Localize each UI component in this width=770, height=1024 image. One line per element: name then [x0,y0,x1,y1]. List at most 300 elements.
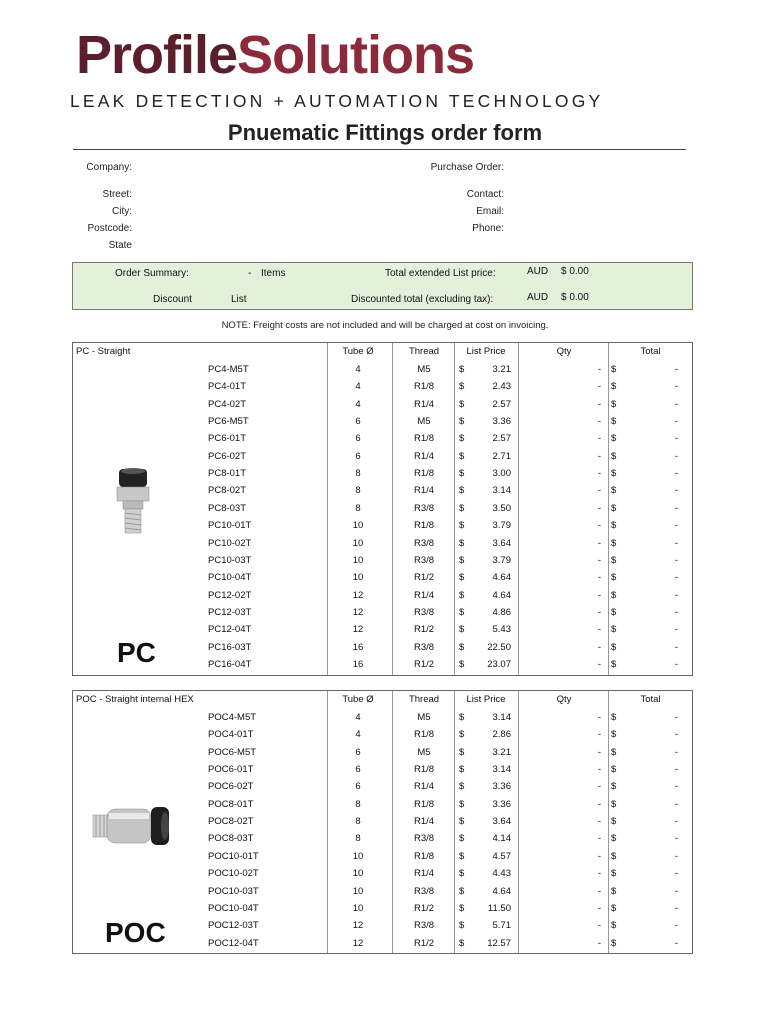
tube-size: 10 [352,902,364,914]
table-row [73,552,692,569]
tube-size: 10 [352,572,364,584]
list-price: 2.57 [492,398,511,410]
total-cell: - [674,381,678,393]
list-price: 4.43 [492,868,511,880]
list-price: 3.64 [492,816,511,828]
total-currency: $ [611,850,617,862]
tube-size: 12 [352,920,364,932]
product-code: PC4-02T [208,398,247,410]
total-currency: $ [611,729,617,741]
total-cell: - [674,764,678,776]
thread-size: R1/8 [413,729,435,741]
price-currency: $ [459,816,465,828]
list-price: 4.64 [492,589,511,601]
list-price: 22.50 [487,641,511,653]
list-price: 2.43 [492,381,511,393]
qty-cell[interactable]: - [597,381,601,393]
thread-size: R3/8 [413,885,435,897]
qty-cell[interactable]: - [597,416,601,428]
total-cell: - [674,850,678,862]
total-cell: - [674,885,678,897]
thread-size: R1/8 [413,798,435,810]
company-label: Company: [86,162,132,173]
table-row [73,917,692,934]
tube-header: Tube Ø [342,346,374,357]
qty-cell[interactable]: - [597,433,601,445]
total-cell: - [674,868,678,880]
total-cell: - [674,920,678,932]
qty-cell[interactable]: - [597,902,601,914]
tube-size: 10 [352,554,364,566]
total-currency: $ [611,746,617,758]
tube-size: 10 [352,520,364,532]
tagline: LEAK DETECTION + AUTOMATION TECHNOLOGY [70,91,604,111]
tube-size: 8 [355,485,361,497]
tube-size: 6 [355,781,361,793]
product-code: POC8-01T [208,798,254,810]
price-currency: $ [459,589,465,601]
discounted-value: $ 0.00 [561,292,589,303]
total-currency: $ [611,624,617,636]
qty-cell[interactable]: - [597,885,601,897]
total-cell: - [674,416,678,428]
qty-cell[interactable]: - [597,589,601,601]
title-divider [73,149,686,150]
list-price: 3.36 [492,416,511,428]
total-cell: - [674,485,678,497]
product-code: PC10-01T [208,520,252,532]
price-currency: $ [459,658,465,670]
tube-size: 8 [355,833,361,845]
thread-size: R3/8 [413,920,435,932]
price-currency: $ [459,885,465,897]
price-currency: $ [459,381,465,393]
list-price: 3.36 [492,781,511,793]
product-code: PC8-02T [208,485,247,497]
thread-size: R1/4 [413,485,435,497]
qty-cell[interactable]: - [597,450,601,462]
total-currency: $ [611,764,617,776]
total-currency: $ [611,502,617,514]
qty-cell[interactable]: - [597,729,601,741]
tube-size: 12 [352,624,364,636]
qty-cell[interactable]: - [597,798,601,810]
qty-cell[interactable]: - [597,658,601,670]
list-price: 3.14 [492,764,511,776]
company-logo [76,25,475,85]
price-currency: $ [459,572,465,584]
total-cell: - [674,798,678,810]
list-price: 3.14 [492,712,511,723]
tube-size: 6 [355,450,361,462]
total-currency: $ [611,416,617,428]
product-code: PC16-04T [208,658,252,670]
list-price: 2.57 [492,433,511,445]
product-code: POC10-03T [208,885,259,897]
items-count: - [248,268,252,279]
table-row [73,883,692,900]
product-code: PC4-M5T [208,364,249,375]
price-currency: $ [459,833,465,845]
total-currency: $ [611,641,617,653]
thread-size: R1/4 [413,398,435,410]
price-currency: $ [459,450,465,462]
tube-size: 4 [355,364,361,375]
thread-size: R1/8 [413,468,435,480]
price-currency: $ [459,937,465,949]
price-currency: $ [459,764,465,776]
price-currency: $ [459,641,465,653]
postcode-label: Postcode: [87,223,132,234]
list-price: 4.64 [492,572,511,584]
thread-size: R1/4 [413,868,435,880]
order-summary-label: Order Summary: [115,268,189,279]
total-currency: $ [611,433,617,445]
section-title: PC - Straight [76,346,131,357]
thread-header: Thread [408,694,440,705]
tube-size: 4 [355,398,361,410]
product-code: PC12-03T [208,606,252,618]
list-price: 4.86 [492,606,511,618]
thread-size: R1/8 [413,433,435,445]
table-row [73,500,692,517]
product-code: PC6-01T [208,433,247,445]
qty-cell[interactable]: - [597,364,601,375]
total-currency: $ [611,554,617,566]
product-code: POC10-01T [208,850,259,862]
price-currency: $ [459,364,465,375]
thread-size: R1/4 [413,781,435,793]
thread-size: R1/4 [413,816,435,828]
tube-size: 6 [355,764,361,776]
product-code: PC10-02T [208,537,252,549]
thread-size: R1/2 [413,937,435,949]
logo-text-solutions: Solutions [237,25,475,85]
table-row [73,465,692,482]
total-cell: - [674,816,678,828]
email-label: Email: [476,206,504,217]
list-price: 3.64 [492,537,511,549]
pc-section [72,342,693,676]
table-row [73,761,692,778]
qty-cell[interactable]: - [597,920,601,932]
thread-size: R1/4 [413,589,435,601]
total-currency: $ [611,781,617,793]
thread-size: R1/8 [413,520,435,532]
price-currency: $ [459,606,465,618]
tube-header: Tube Ø [342,694,374,705]
thread-size: R1/4 [413,450,435,462]
qty-cell[interactable]: - [597,537,601,549]
table-row [73,587,692,604]
total-cell: - [674,433,678,445]
tube-size: 6 [355,416,361,428]
total-currency: $ [611,381,617,393]
list-price: 4.14 [492,833,511,845]
total-currency: $ [611,658,617,670]
qty-cell[interactable]: - [597,781,601,793]
total-cell: - [674,624,678,636]
product-code: POC6-02T [208,781,254,793]
table-row [73,865,692,882]
total-currency: $ [611,537,617,549]
tube-size: 8 [355,816,361,828]
thread-size: R3/8 [413,537,435,549]
product-code: POC12-04T [208,937,259,949]
total-currency: $ [611,450,617,462]
total-cell: - [674,606,678,618]
table-row [73,621,692,638]
total-currency: $ [611,398,617,410]
list-price: 2.86 [492,729,511,741]
price-currency: $ [459,520,465,532]
total-currency: $ [611,364,617,375]
price-currency: $ [459,416,465,428]
total-currency: $ [611,520,617,532]
list-price: 3.00 [492,468,511,480]
list-price: 3.14 [492,485,511,497]
phone-label: Phone: [472,223,504,234]
qty-cell[interactable]: - [597,937,601,949]
thread-size: R3/8 [413,641,435,653]
thread-size: M5 [417,364,431,375]
total-value: $ 0.00 [561,266,589,277]
list-price: 11.50 [487,902,511,914]
price-currency: $ [459,781,465,793]
list-price: 3.79 [492,554,511,566]
list-price: 3.50 [492,502,511,514]
total-currency: $ [611,816,617,828]
total-cell: - [674,468,678,480]
total-currency: $ [611,833,617,845]
qty-cell[interactable]: - [597,606,601,618]
price-currency: $ [459,468,465,480]
table-row [73,778,692,795]
total-currency: $ [611,937,617,949]
price-currency: $ [459,868,465,880]
list-price: 12.57 [487,937,511,949]
tube-size: 8 [355,798,361,810]
tube-size: 10 [352,868,364,880]
thread-size: R3/8 [413,554,435,566]
product-code: PC8-01T [208,468,247,480]
tube-size: 6 [355,746,361,758]
total-cell: - [674,520,678,532]
thread-size: R1/8 [413,850,435,862]
product-code: PC8-03T [208,502,247,514]
order-summary-box [72,262,693,310]
qty-cell[interactable]: - [597,502,601,514]
qty-cell[interactable]: - [597,833,601,845]
qty-cell[interactable]: - [597,850,601,862]
tube-size: 10 [352,850,364,862]
state-label: State [108,240,132,251]
product-code: POC4-M5T [208,712,257,723]
tube-size: 16 [352,658,364,670]
list-price: 3.21 [492,364,511,375]
thread-size: R3/8 [413,502,435,514]
thread-size: M5 [417,746,431,758]
product-code: POC10-02T [208,868,259,880]
tube-size: 10 [352,885,364,897]
price-currency: $ [459,712,465,723]
tube-size: 12 [352,606,364,618]
tube-size: 6 [355,433,361,445]
product-code: POC8-03T [208,833,254,845]
price-currency: $ [459,537,465,549]
qty-cell[interactable]: - [597,398,601,410]
list-price: 3.36 [492,798,511,810]
total-cell: - [674,902,678,914]
section-title: POC - Straight internal HEX [76,694,194,705]
table-row [73,656,692,673]
pc-label: PC [117,637,156,668]
price-currency: $ [459,502,465,514]
poc-section [72,690,693,954]
total-cell: - [674,450,678,462]
product-code: PC10-03T [208,554,252,566]
total-cell: - [674,833,678,845]
total-header: Total [640,694,661,705]
thread-size: R3/8 [413,833,435,845]
street-label: Street: [102,189,132,200]
thread-size: R1/2 [413,572,435,584]
list-price: 3.21 [492,746,511,758]
total-cell: - [674,712,678,723]
total-cell: - [674,729,678,741]
product-code: POC4-01T [208,729,254,741]
total-cell: - [674,746,678,758]
price-currency: $ [459,902,465,914]
total-cell: - [674,537,678,549]
product-code: PC12-02T [208,589,252,601]
thread-size: R1/2 [413,902,435,914]
product-code: PC12-04T [208,624,252,636]
product-code: PC10-04T [208,572,252,584]
total-currency: $ [611,712,617,723]
total-cell: - [674,937,678,949]
logo-text-profile: Profile [76,25,238,85]
tube-size: 4 [355,729,361,741]
qty-cell[interactable]: - [597,764,601,776]
tube-size: 12 [352,937,364,949]
total-cell: - [674,502,678,514]
purchase-order-label: Purchase Order: [430,162,504,173]
list-price: 4.57 [492,850,511,862]
total-header: Total [640,346,661,357]
total-currency: $ [611,606,617,618]
table-row [73,413,692,430]
qty-cell[interactable]: - [597,816,601,828]
product-code: POC8-02T [208,816,254,828]
discounted-currency: AUD [527,292,549,303]
total-currency: $ [611,468,617,480]
page-title: Pnuematic Fittings order form [227,120,543,145]
product-code: PC16-03T [208,641,252,653]
total-currency: $ [611,885,617,897]
list-price-header: List Price [466,346,506,357]
table-row [73,726,692,743]
poc-fitting-image [91,801,173,851]
tube-size: 4 [355,712,361,723]
thread-size: R1/2 [413,624,435,636]
tube-size: 16 [352,641,364,653]
total-currency: AUD [527,266,549,277]
contact-label: Contact: [466,189,504,200]
list-price: 3.79 [492,520,511,532]
qty-cell[interactable]: - [597,712,601,723]
tube-size: 12 [352,589,364,601]
product-code: PC6-M5T [208,416,249,428]
total-cell: - [674,554,678,566]
discount-label: Discount [153,294,192,305]
total-currency: $ [611,572,617,584]
qty-cell[interactable]: - [597,624,601,636]
qty-cell[interactable]: - [597,468,601,480]
total-currency: $ [611,902,617,914]
total-currency: $ [611,485,617,497]
table-row [73,361,692,378]
price-currency: $ [459,433,465,445]
list-price-header: List Price [466,694,506,705]
table-row [73,709,692,726]
table-row [73,517,692,534]
qty-header: Qty [556,346,572,357]
table-row [73,396,692,413]
qty-cell[interactable]: - [597,485,601,497]
thread-size: R1/8 [413,381,435,393]
table-row [73,482,692,499]
product-code: PC6-02T [208,450,247,462]
price-currency: $ [459,746,465,758]
qty-cell[interactable]: - [597,520,601,532]
table-row [73,535,692,552]
table-row [73,430,692,447]
table-row [73,935,692,952]
total-cell: - [674,589,678,601]
price-currency: $ [459,798,465,810]
product-code: POC10-04T [208,902,259,914]
total-currency: $ [611,920,617,932]
tube-size: 8 [355,468,361,480]
price-currency: $ [459,554,465,566]
total-cell: - [674,781,678,793]
freight-note: NOTE: Freight costs are not included and will be charged at cost on invoicing. [221,320,549,331]
thread-size: R1/2 [413,658,435,670]
qty-cell[interactable]: - [597,572,601,584]
thread-header: Thread [408,346,440,357]
product-code: PC4-01T [208,381,247,393]
list-price: 4.64 [492,885,511,897]
total-cell: - [674,658,678,670]
qty-cell[interactable]: - [597,868,601,880]
poc-label: POC [105,917,166,948]
qty-cell[interactable]: - [597,746,601,758]
table-row [73,900,692,917]
total-currency: $ [611,868,617,880]
product-code: POC12-03T [208,920,259,932]
discounted-total-label: Discounted total (excluding tax): [351,294,494,305]
qty-header: Qty [556,694,572,705]
thread-size: M5 [417,416,431,428]
qty-cell[interactable]: - [597,554,601,566]
total-cell: - [674,572,678,584]
list-price: 2.71 [492,450,511,462]
discount-type: List [231,294,247,305]
items-label: Items [261,268,286,279]
pc-fitting-image [113,467,153,539]
qty-cell[interactable]: - [597,641,601,653]
